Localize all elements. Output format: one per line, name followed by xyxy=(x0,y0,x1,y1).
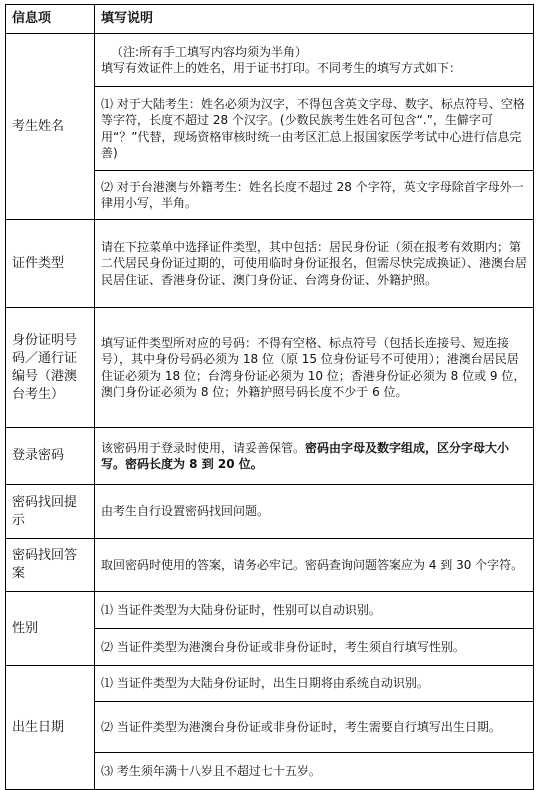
row-label-gender: 性别 xyxy=(6,592,95,666)
name-intro-note: （注:所有手工填写内容均须为半角） xyxy=(111,44,308,59)
header-info-item: 信息项 xyxy=(6,5,95,34)
table-row xyxy=(6,592,534,629)
table-row xyxy=(6,34,534,87)
birth-item-1: ⑴ 当证件类型为大陆身份证时，出生日期将由系统自动识别。 xyxy=(95,666,534,702)
id-number-desc: 填写证件类型所对应的号码：不得有空格、标点符号（包括长连接号、短连接号），其中身份号码必须为 18 位（原 15 位身份证号不可使用）；港澳台居民居住证必须为 18 位；台湾身份证必须为 10 位；香港身份证必须为 8 位或 9 位，澳门身份证必须为 8 位；外籍护照号码长度不少于 6 位。 xyxy=(95,308,534,428)
birth-item-2: ⑵ 当证件类型为港澳台身份证或非身份证时，考生需要自行填写出生日期。 xyxy=(95,702,534,753)
password-desc-bold: 密码由字母及数字组成，区分字母大小写。密码长度为 8 到 20 位。 xyxy=(101,440,510,471)
row-label-pwd-answer: 密码找回答案 xyxy=(6,539,95,592)
info-table xyxy=(5,4,534,790)
pwd-question-desc: 由考生自行设置密码找回问题。 xyxy=(95,485,534,539)
gender-item-2: ⑵ 当证件类型为港澳台身份证或非身份证时，考生须自行填写性别。 xyxy=(95,629,534,666)
password-desc xyxy=(95,428,534,485)
name-item-2: ⑵ 对于台港澳与外籍考生：姓名长度不超过 28 个字符，英文字母除首字母外一律用小写，半角。 xyxy=(95,171,534,220)
table-row xyxy=(6,220,534,308)
table-row xyxy=(6,666,534,702)
gender-item-1: ⑴ 当证件类型为大陆身份证时，性别可以自动识别。 xyxy=(95,592,534,629)
name-intro-cell xyxy=(95,34,534,87)
header-instructions: 填写说明 xyxy=(95,5,534,34)
row-label-pwd-question: 密码找回提示 xyxy=(6,485,95,539)
pwd-answer-desc: 取回密码时使用的答案，请务必牢记。密码查询问题答案应为 4 到 30 个字符。 xyxy=(95,539,534,592)
table-row xyxy=(6,308,534,428)
row-label-name: 考生姓名 xyxy=(6,34,95,220)
table-row xyxy=(6,485,534,539)
row-label-password: 登录密码 xyxy=(6,428,95,485)
password-desc-plain: 该密码用于登录时使用，请妥善保管。 xyxy=(101,440,306,455)
row-label-id-number: 身份证明号码／通行证编号（港澳台考生） xyxy=(6,308,95,428)
row-label-birth: 出生日期 xyxy=(6,666,95,790)
table-row xyxy=(6,428,534,485)
birth-item-3: ⑶ 考生须年满十八岁且不超过七十五岁。 xyxy=(95,753,534,790)
id-type-desc: 请在下拉菜单中选择证件类型，其中包括：居民身份证（须在报考有效期内；第二代居民身份证过期的，可使用临时身份证报名，但需尽快完成换证）、港澳台居民居住证、香港身份证、澳门身份证、台湾身份证、外籍护照。 xyxy=(95,220,534,308)
table-header-row xyxy=(6,5,534,34)
row-label-id-type: 证件类型 xyxy=(6,220,95,308)
table-row xyxy=(6,539,534,592)
name-intro-text: 填写有效证件上的姓名，用于证书打印。不同考生的填写方式如下： xyxy=(101,61,462,75)
name-item-1: ⑴ 对于大陆考生：姓名必须为汉字，不得包含英文字母、数字、标点符号、空格等字符，长度不超过 28 个汉字。(少数民族考生姓名可包含“.”，生僻字可用“？”代替，现场资格审核时统一由考区汇总上报国家医学考试中心进行信息完善) xyxy=(95,87,534,171)
